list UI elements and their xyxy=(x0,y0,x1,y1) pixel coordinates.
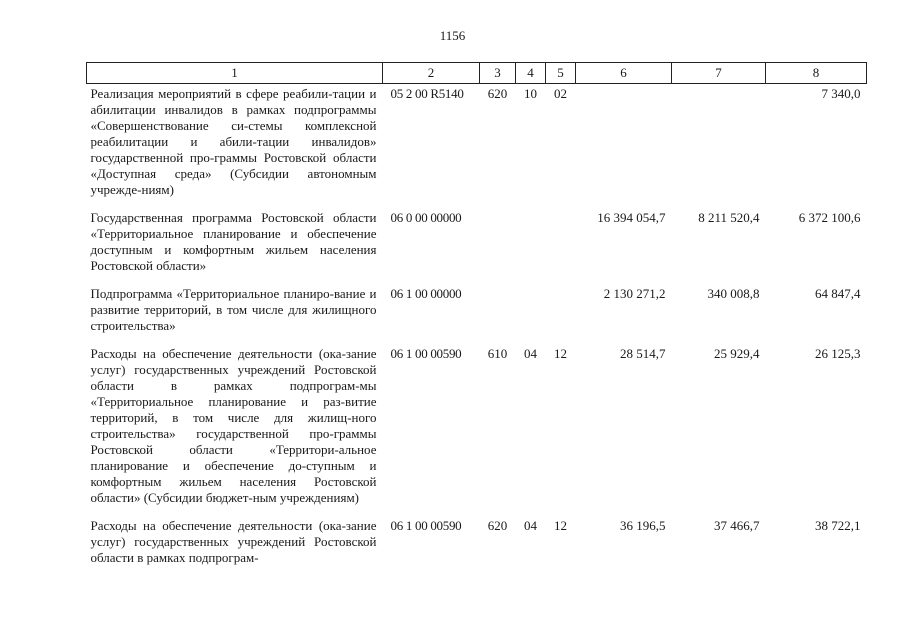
row-amount-col8: 38 722,1 xyxy=(815,518,861,533)
row-expense-type: 620 xyxy=(487,518,508,533)
header-col-4: 4 xyxy=(516,63,546,84)
row-amount-col7: 25 929,4 xyxy=(714,346,760,361)
row-amount-col6 xyxy=(576,84,672,199)
row-amount-col8: 7 340,0 xyxy=(821,86,861,101)
header-col-7: 7 xyxy=(672,63,766,84)
row-target-code: 05 2 00 R5140 xyxy=(390,86,464,101)
row-amount-col8: 6 372 100,6 xyxy=(798,210,861,225)
table-row xyxy=(87,518,867,566)
row-expense-type: 610 xyxy=(487,346,508,361)
table-header xyxy=(87,63,867,84)
table-row xyxy=(87,210,867,274)
header-row xyxy=(87,63,867,84)
row-section xyxy=(516,210,546,274)
table-row xyxy=(87,346,867,506)
table-row xyxy=(87,286,867,334)
row-section xyxy=(516,286,546,334)
row-spacer xyxy=(87,198,867,210)
header-col-6: 6 xyxy=(576,63,672,84)
row-subsection: 12 xyxy=(554,518,567,533)
header-col-8: 8 xyxy=(766,63,867,84)
row-expense-type: 620 xyxy=(487,86,508,101)
row-amount-col6: 16 394 054,7 xyxy=(597,210,666,225)
header-col-5: 5 xyxy=(546,63,576,84)
row-expense-type xyxy=(480,286,516,334)
row-name: Реализация мероприятий в сфере реабили-тации и абилитации инвалидов в рамках подпрограммы «Совершенствование си-стемы комплексной реабилитации и абили-тации инвалидов» государственной про-граммы Ростовской области «Доступная среда» (Субсидии автономным учрежде-ниям) xyxy=(90,86,377,197)
row-section: 04 xyxy=(524,346,537,361)
row-target-code: 06 0 00 00000 xyxy=(390,210,462,225)
row-spacer xyxy=(87,506,867,518)
row-section: 10 xyxy=(524,86,537,101)
row-subsection xyxy=(546,210,576,274)
row-subsection: 02 xyxy=(554,86,567,101)
row-amount-col7: 340 008,8 xyxy=(707,286,760,301)
row-target-code: 06 1 00 00590 xyxy=(390,518,462,533)
row-expense-type xyxy=(480,210,516,274)
page-number: 1156 xyxy=(439,28,466,43)
row-amount-col6: 36 196,5 xyxy=(620,518,666,533)
header-col-3: 3 xyxy=(480,63,516,84)
row-subsection xyxy=(546,286,576,334)
row-spacer xyxy=(87,274,867,286)
row-amount-col8: 64 847,4 xyxy=(815,286,861,301)
header-col-2: 2 xyxy=(383,63,480,84)
header-col-1: 1 xyxy=(87,63,383,84)
row-spacer xyxy=(87,334,867,346)
budget-table xyxy=(86,62,867,566)
row-target-code: 06 1 00 00000 xyxy=(390,286,462,301)
row-amount-col7: 37 466,7 xyxy=(714,518,760,533)
row-amount-col6: 2 130 271,2 xyxy=(603,286,666,301)
row-target-code: 06 1 00 00590 xyxy=(390,346,462,361)
row-name: Государственная программа Ростовской области «Территориальное планирование и обеспечение доступным и комфортным жильем населения Ростовской области» xyxy=(90,210,377,273)
row-amount-col7: 8 211 520,4 xyxy=(698,210,760,225)
row-name: Расходы на обеспечение деятельности (ока-зание услуг) государственных учреждений Ростовской области в рамках подпрограм- xyxy=(90,518,377,565)
row-name: Подпрограмма «Территориальное планиро-вание и развитие территорий, в том числе для жилищного строительства» xyxy=(90,286,377,333)
row-amount-col6: 28 514,7 xyxy=(620,346,666,361)
row-section: 04 xyxy=(524,518,537,533)
table-body xyxy=(87,84,867,567)
row-amount-col8: 26 125,3 xyxy=(815,346,861,361)
table-row xyxy=(87,84,867,199)
row-subsection: 12 xyxy=(554,346,567,361)
row-name: Расходы на обеспечение деятельности (ока-зание услуг) государственных учреждений Ростовской области в рамках подпрограм-мы «Территориальное планирование и раз-витие территорий, в том числе для жилищ-ного строительства» государственной про-граммы Ростовской области «Территори-альное планирование и обеспечение до-ступным и комфортным жильем населения Ростовской области» (Субсидии бюджет-ным учреждениям) xyxy=(90,346,377,505)
row-amount-col7 xyxy=(672,84,766,199)
